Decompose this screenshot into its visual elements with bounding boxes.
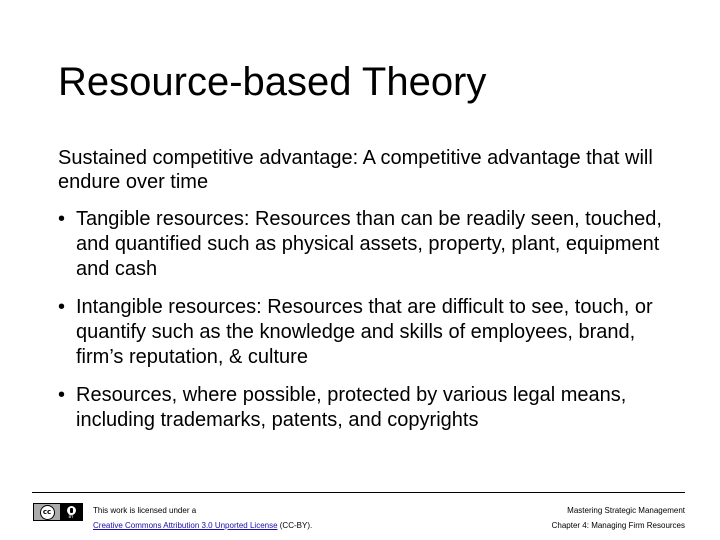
cc-by-license-icon[interactable]	[33, 503, 83, 521]
license-link[interactable]: Creative Commons Attribution 3.0 Unported License	[93, 521, 278, 530]
bullet-item-intangible	[58, 295, 688, 370]
bullet-text: Resources, where possible, protected by various legal means, including trademarks, patents, and copyrights	[76, 384, 627, 431]
bullet-text: Tangible resources: Resources than can be readily seen, touched, and quantified such as physical assets, property, plant, equipment and cash	[76, 208, 662, 280]
bullet-icon: •	[58, 296, 66, 318]
bullet-item-tangible	[58, 207, 688, 282]
bullet-icon: •	[58, 208, 66, 230]
bullet-list	[58, 207, 688, 446]
by-label: BY	[68, 513, 74, 519]
bullet-icon: •	[58, 384, 66, 406]
footer-divider	[32, 492, 685, 493]
book-title: Mastering Strategic Management	[567, 506, 685, 515]
slide-title: Resource-based Theory	[58, 60, 487, 104]
license-suffix: (CC-BY).	[277, 521, 313, 530]
license-line: This work is licensed under a	[93, 506, 197, 515]
cc-icon: cc	[40, 505, 55, 520]
intro-text: Sustained competitive advantage: A competitive advantage that will endure over time	[58, 147, 653, 193]
book-chapter: Chapter 4: Managing Firm Resources	[551, 521, 685, 530]
book-attribution	[552, 503, 685, 533]
bullet-item-protection	[58, 383, 688, 433]
bullet-text: Intangible resources: Resources that are difficult to see, touch, or quantify such as the knowledge and skills of employees, brand, firm’s reputation, & culture	[76, 296, 653, 368]
license-notice	[93, 503, 312, 533]
